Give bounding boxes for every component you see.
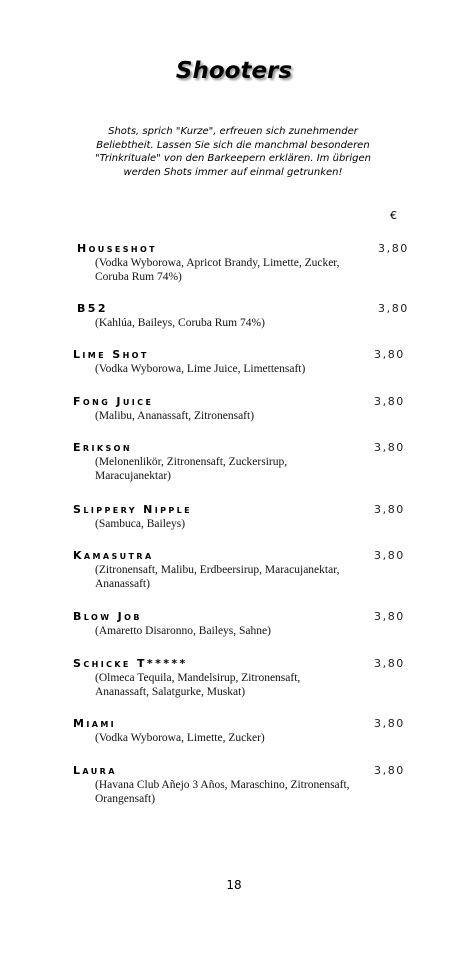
intro-text: Shots, sprich "Kurze", erfreuen sich zunehmender Beliebtheit. Lassen Sie sich die manchmal besonderen "Trinkrituale" von den Barkeepern erklären. Im übrigen werden Shots immer auf einmal getrunken! [94,126,372,178]
item-name: Slippery Nipple [73,503,193,516]
item-name: Lime Shot [73,348,149,361]
item-description: (Zitronensaft, Malibu, Erdbeersirup, Maracujanektar, Ananassaft) [95,564,340,590]
item-description: (Havana Club Añejo 3 Años, Maraschino, Zitronensaft, Orangensaft) [95,779,350,805]
item-price: 3,80 [374,610,405,623]
item-description: (Vodka Wyborowa, Lime Juice, Limettensaft) [95,363,306,375]
item-description: (Malibu, Ananassaft, Zitronensaft) [95,410,255,422]
item-price: 3,80 [374,348,405,361]
item-name: Houseshot [77,242,158,255]
item-name: Erikson [73,441,132,454]
item-name: Laura [73,764,117,777]
item-price: 3,80 [378,242,409,255]
item-price: 3,80 [374,657,405,670]
page-number: 18 [226,878,242,892]
item-price: 3,80 [374,717,405,730]
item-name: Blow Job [73,610,142,623]
item-description: (Amaretto Disaronno, Baileys, Sahne) [95,625,271,637]
item-name: Miami [73,717,117,730]
item-price: 3,80 [374,395,405,408]
item-description: (Kahlúa, Baileys, Coruba Rum 74%) [95,317,265,329]
item-price: 3,80 [374,764,405,777]
item-name: Schicke T***** [73,657,188,670]
item-description: (Melonenlikör, Zitronensaft, Zuckersirup, Maracujanektar) [95,456,288,482]
item-price: 3,80 [374,441,405,454]
item-price: 3,80 [378,302,409,315]
item-price: 3,80 [374,549,405,562]
item-description: (Olmeca Tequila, Mandelsirup, Zitronensaft, Ananassaft, Salatgurke, Muskat) [95,672,301,698]
item-name: B52 [77,302,108,315]
currency-label: € [390,209,397,222]
item-description: (Vodka Wyborowa, Apricot Brandy, Limette, Zucker, Coruba Rum 74%) [95,257,340,283]
item-description: (Sambuca, Baileys) [95,518,186,530]
item-name: Fong Juice [73,395,154,408]
item-name: Kamasutra [73,549,154,562]
item-description: (Vodka Wyborowa, Limette, Zucker) [95,732,265,744]
item-price: 3,80 [374,503,405,516]
page-title: Shooters [175,58,293,84]
